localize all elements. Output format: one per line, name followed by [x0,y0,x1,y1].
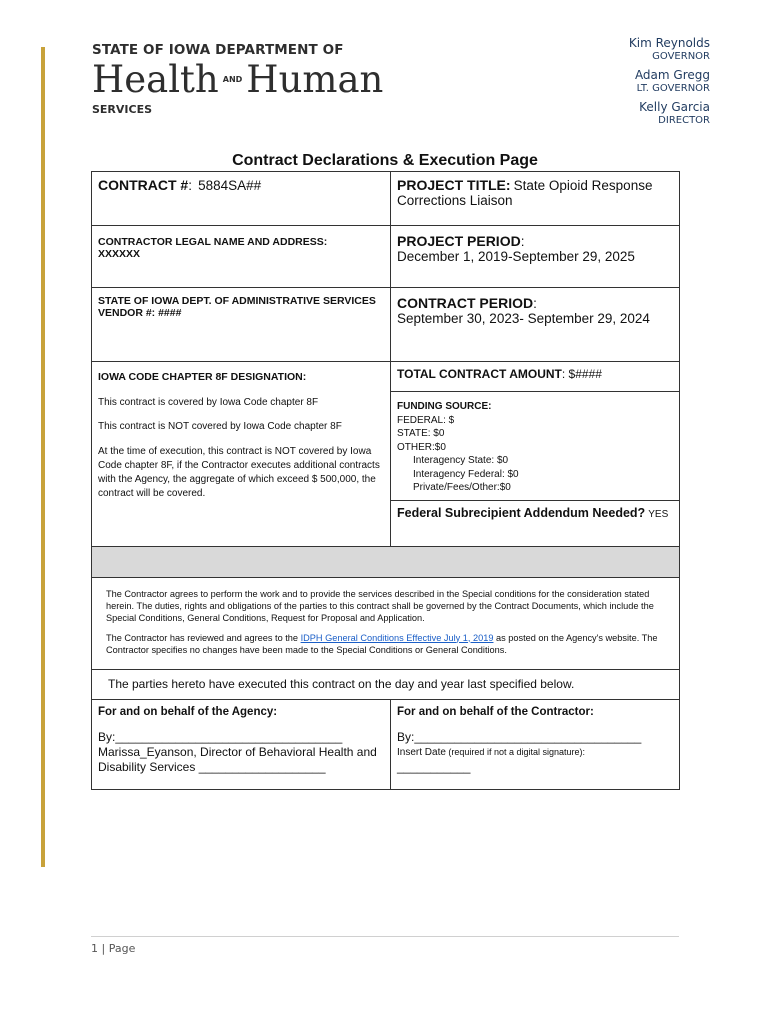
contract-period-value: September 30, 2023- September 29, 2024 [397,311,650,326]
logo-line-3: SERVICES [92,102,153,116]
funding-state: STATE: $0 [397,428,445,439]
official-title: DIRECTOR [658,115,710,126]
project-period-label: PROJECT PERIOD [397,233,521,249]
contract-number-sep: : [188,178,192,193]
agreement-paragraph-1: The Contractor agrees to perform the work and to provide the services described in the Special conditions for the consideration stated herein. The duties, rights and obligations of the parties to this contract shall be governed by the Contract Documents, which include the Special Conditions, General Conditions, Request for Proposal and Application. [106,588,654,623]
general-conditions-link[interactable]: IDPH General Conditions Effective July 1, 2019 [300,632,494,643]
official-director [629,100,710,127]
cell-agreement [92,577,680,669]
vendor-label: STATE OF IOWA DEPT. OF ADMINISTRATIVE SERVICES VENDOR #: #### [98,295,376,319]
insert-date-label: Insert Date [397,746,446,758]
footer-divider [91,936,679,937]
legal-name-label: CONTRACTOR LEGAL NAME AND ADDRESS: [98,236,328,248]
official-name: Kim Reynolds [628,36,710,50]
agreement-p2-before: The Contractor has reviewed and agrees to the [106,632,301,643]
contract-number-label: CONTRACT # [98,177,189,193]
chapter-8f-label: IOWA CODE CHAPTER 8F DESIGNATION: [98,371,307,383]
cell-chapter-8f [92,362,391,547]
chapter-8f-covered: This contract is covered by Iowa Code chapter 8F [98,397,319,408]
cell-agency-signature [92,699,391,789]
row-signatures [92,699,680,789]
cell-executed [92,669,680,699]
page-footer [91,942,135,955]
legal-name-value: XXXXXX [98,248,141,260]
row-vendor [92,288,680,362]
project-period-value: December 1, 2019-September 29, 2025 [397,249,635,264]
contractor-signature-label: For and on behalf of the Contractor: [397,705,594,718]
subrecipient-label: Federal Subrecipient Addendum Needed? [397,505,646,520]
insert-date-note: (required if not a digital signature): [445,746,585,757]
funding-private: Private/Fees/Other:$0 [413,482,511,493]
shaded-separator [92,546,680,577]
total-amount-label: TOTAL CONTRACT AMOUNT [397,367,562,381]
cell-contract-number [92,172,391,226]
page-separator: | [98,942,109,955]
agreement-paragraph-2 [106,632,665,656]
agency-signer-name: Marissa_Eyanson, Director of Behavioral Health and Disability Services ___________________ [98,744,377,774]
cell-funding-source [391,392,680,501]
cell-contractor-signature [391,699,680,789]
row-agreement [92,577,680,669]
document-title: Contract Declarations & Execution Page [232,152,538,169]
project-title-label: PROJECT TITLE: [397,177,511,193]
row-shaded-separator [92,546,680,577]
project-title-value: State Opioid Response Corrections Liaison [397,178,653,208]
officials-list [629,36,710,132]
contract-table [91,171,680,790]
page-label: Page [108,942,136,955]
cell-vendor [92,288,391,362]
gold-margin-rule [41,47,45,867]
cell-project-period: PROJECT PERIOD: December 1, 2019-September 29, 2025 [391,226,680,288]
funding-other: OTHER:$0 [397,441,446,453]
cell-legal-name [92,226,391,288]
agency-logo [92,42,383,116]
cell-contract-period: CONTRACT PERIOD: September 30, 2023- September 29, 2024 [391,288,680,362]
row-designation [92,362,680,392]
funding-federal: FEDERAL: $ [397,414,455,426]
date-line[interactable]: ___________ [397,759,471,774]
cell-project-title [391,172,680,226]
page-number: 1 [91,942,98,955]
row-executed [92,669,680,699]
logo-line-2 [92,60,383,103]
insert-date-text [397,745,673,760]
logo-and: AND [222,74,243,84]
cell-total-amount [391,362,680,392]
executed-statement: The parties hereto have executed this contract on the day and year last specified below. [108,677,575,691]
contractor-by-line[interactable]: By:__________________________________ [397,729,642,744]
official-title: LT. GOVERNOR [636,83,710,94]
agency-signature-label: For and on behalf of the Agency: [98,705,278,718]
chapter-8f-note: At the time of execution, this contract is NOT covered by Iowa Code chapter 8F, if the Contractor executes additional contracts with the Agency, the aggregate of which exceed $ 500,000, the contract will be covered. [98,446,380,499]
agreement-p2-after: as posted on the Agency's website. The Contractor specifies no changes have been made to the Special Conditions or General Conditions. [106,632,658,655]
funding-interagency-federal: Interagency Federal: $0 [413,468,519,480]
contract-period-label: CONTRACT PERIOD [397,295,534,311]
official-name: Adam Gregg [634,68,710,82]
logo-human: Human [246,58,384,101]
logo-health: Health [92,58,219,101]
official-name: Kelly Garcia [639,100,710,114]
total-amount-value: : $#### [561,367,602,381]
row-contract-number [92,172,680,226]
funding-source-label: FUNDING SOURCE: [397,401,492,412]
logo-line-1: STATE OF IOWA DEPARTMENT OF [92,42,344,58]
row-legal-name [92,226,680,288]
official-lt-governor [629,68,710,95]
official-governor [629,36,710,63]
funding-interagency-state: Interagency State: $0 [413,455,509,466]
cell-subrecipient [391,500,680,546]
contract-number-value: 5884SA## [198,178,262,193]
chapter-8f-not-covered: This contract is NOT covered by Iowa Code chapter 8F [98,421,342,432]
agency-by-line[interactable]: By:__________________________________ [98,729,343,744]
subrecipient-value: YES [648,508,669,520]
official-title: GOVERNOR [652,51,710,62]
